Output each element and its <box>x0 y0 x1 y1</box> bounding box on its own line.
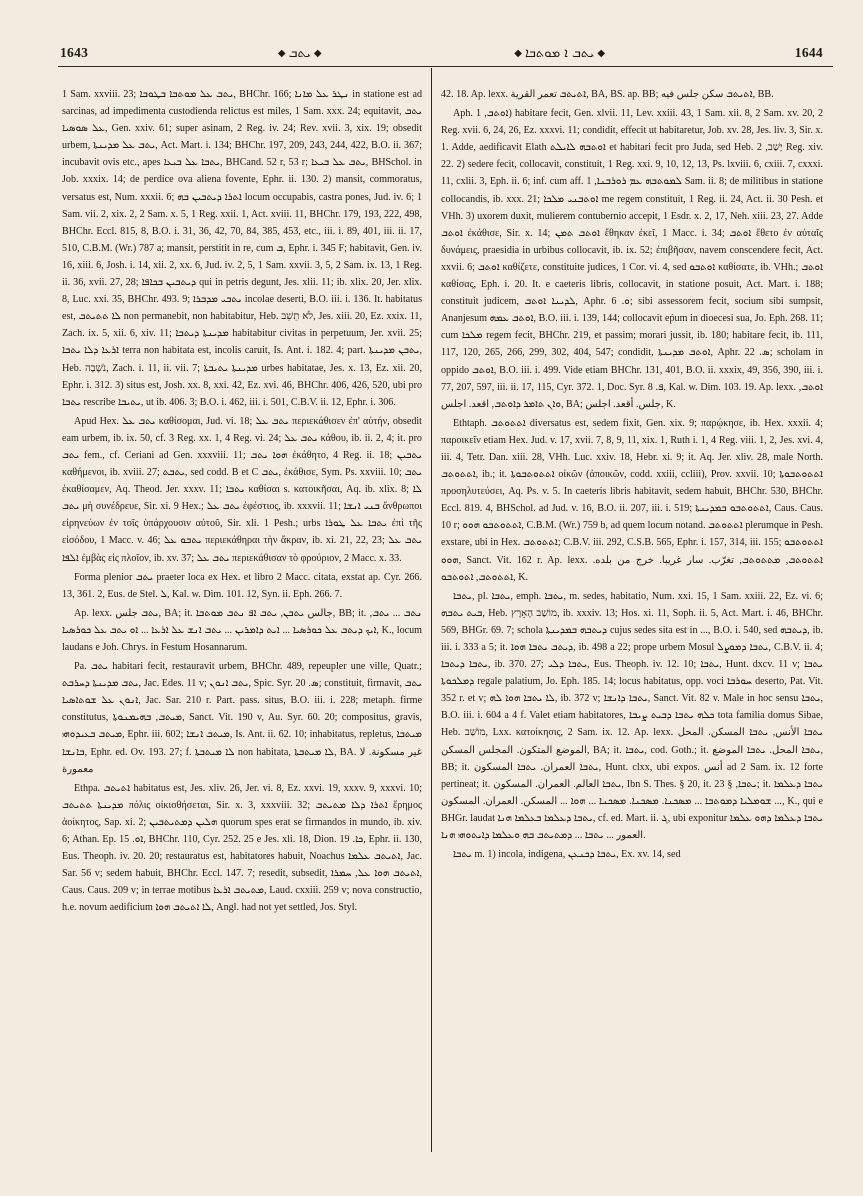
right-column <box>441 86 823 1152</box>
right-paragraph-1: 42. 18. Ap. lexx. ܐܬܝܬܒ تعمر القرية, BA, BS. ap. BB; ܐܬܝܬܒ سكن جلس فيه, BB. <box>441 89 774 100</box>
left-running-head: ◆ ܝܬܒ ◆ <box>277 45 322 61</box>
column-divider <box>431 68 432 1152</box>
left-paragraph-3: Forma plenior ܝܬܒ praeter loca ex Hex. et libro 2 Macc. citata, exstat ap. Cyr. 266. 13, 361. 2, Eus. de Stel. ܠ, Kal. w. Dim. 101. 12, Syn. ii. Eph. 266. 7. <box>62 571 422 600</box>
left-paragraph-2: Apud Hex. ܝܬܒ ܥܠ καθίσομαι, Jud. vi. 18; ܝܬܒ ܥܠ περιεκάθισεν ἐπ' αὐτήν, obsedit eam urbem, ib. ix. 50, cf. 3 Reg. xx. 1, 4 Reg. vi. 24; ܝܬܒ ܥܠ κάθου, ib. ii. 2, 4; it. pro ܝܬܒ fem., cf. Ceriani ad Gen. xxxviii. 11; ܗܘܐ ܝܬܒ ἐκάθητο, 4 Reg. ii. 18; ܝܬܒܝܢ καθήμενοι, ib. xviii. 27; ܝܬܒܬ, sed codd. B et C ܝܬܒ, ἐκάθισε, Sym. Ps. xxviii. 10; ܝܬܒ ἐκαθίσαμεν, Aq. Theod. Jer. xxxv. 11; ܝܬܒܐ καθίσαι s. κατοικῆσαι, Aq. ib. xlix. 8; ܠܐ ܝܬܒ μὴ συνέδρευε, Sir. xi. 9 Hex.; ܝܬܒ ܥܠ ἐφέστιος, ib. xxxvii. 11; ܒܢܝ ܐܢܫܐ ἄνθρωποι εἰρηνεύων ἐν τοῖς ὑπάρχουσιν αὐτοῦ, Sir. xli. 1 Pesh.; urbs ܝܬܒܐ ܥܠ ܛܘܪܐ ἐπὶ τῆς εἰσόδου, 1 Macc. v. 46; ܝܬܒܘ ܥܠ περιεκάθηραι τὴν ἄκραν, ib. xi. 21, 22, 23; ܝܬܒ ܥܠ ܐܠܦܐ ἐμβὰς εἰς πλοῖον, ib. xv. 37; ܝܬܒ ܥܠ περιεκάθισαν τὸ φρούριον, 2 Macc. x. 33. <box>62 415 422 564</box>
right-paragraph-2: Aph. ܐܘܬܒ, 1) habitare fecit, Gen. xlvii. 11, Lev. xxiii. 43, 1 Sam. xii. 8, 2 Sam. xv. 20, 2 Reg. xvii. 6, 24, 26, Ez. xxxvi. 11; condidit, effecit ut habitaretur, Job. xv. 28, Jes. liv. 3, Sir. x. 1. Adde, aedificavit Elath ܐܘܬܒܗ ܠܐܝܠܬ et habitari fecit pro Juda, sed Heb. יָשַׁב, 2 Reg. xiv. 22. 2) sedere fecit, collocavit, constituit, 1 Reg. xxi. 9, 10, 12, 13, Ps. lxviii. 6, cxiii. 7, cxxxi. 11, cxlii. 3, Eph. ii. 6; inf. cum aff. ܠܡܘܬܒܗ ܥܡ ܪܘܪܒܢܐ, 1 Sam. ii. 8; de militibus in statione collocandis, ib. xxx. 21; ܐܘܬܒܢܝ ܡܠܟܐ me regem constituit, 1 Reg. ii. 24, Act. ii. 30 Pesh. et VHh. 3) uxorem duxit, mulierem contubernio accepit, 1 Esdr. x. 2, 17, Neh. xiii. 23, 27. Adde ܐܘܬܒ ἐκάθισε, Sir. x. 14; ܐܘܬܒ ܬܡܢ ἔθηκαν ἐκεῖ, 1 Macc. i. 34; ܐܘܬܒ ἔθετο ἐν αὐταῖς δυνάμεις, praesidia in urbibus collocavit, ib. ix. 52; ἐπιβῆσαν, navem conscendere fecit, Act. xxvii. 6; ܐܘܬܒ καθίζετε, constituite judices, 1 Cor. vi. 4, sed ܐܘܬܒܘ καθίσατε, ib. VHh.; ܐܘܬܒ καθίσας, Eph. i. 20. It. e caeteris libris, collocavit, in statione posuit, Act. Mart. i. 188; constituit judicem, ܠܕܝܢܐ ܐܘܬܒ, Aphr. ܘ. 6; sibi assessorem fecit, socium sibi sumpsit, Ananjesum ܐܘܬܒ ܥܡܗ, B.O. iii. i. 139, 144; collocavit eṕum in dioecesi sua, Jo. Eph. 268. 11; cum ܡܠܟܐ regem fecit, BHChr. 219, et passim; morari jussit, ib. 180; habitare fecit, ib. 111, 117, 120, 265, 266, 299, 302, 404, 547; condidit, ܐܘܬܒ ܡܕܝܢܬܐ, Aphr. ܣ. 22; scholam in oppido ܐܘܬܒ, B.O. iii. i. 499. Vide etiam BHChr. 131, 401, B.O. ii. xxxix, 49, 356, 390, iii. i. 77, 207, 597, iii. ii. 17, 115, Cyr. 372. 1, Doc. Syr. ܦ. 8, Kal. w. Dim. 103. 19. Ap. lexx. ܐܘܬܒ, ܘܐܢ ܬܐܡܪ ܕܐܘܬܒ, اقعد. اجلس, BA; جلس. أقعد. اجلس, K. <box>441 108 823 410</box>
right-paragraph-5: ܝܬܒܐ m. 1) incola, indigena, ܝܬܒܐ ܕܟܢܥܢ, Ex. xv. 14, sed <box>453 849 681 861</box>
left-paragraph-1: 1 Sam. xxviii. 23; ܝܬܒ ܥܠ ܡܘܬܒܐ ܒܛܘܒܐ, BHChr. 166; ܢܛܪ ܥܠ ܡܐܢܐ in statione est ad sarcinas, ad impedimenta custodienda relictus est miles, 1 Sam. xxx. 24; equitavit, ܝܬܒ ܥܠ ܣܘܣܝܐ, Gen. xxiv. 61; super asinam, 2 Reg. iv. 24; Rev. xvii. 3, xix. 19; obsedit urbem, ܝܬܒ ܥܠ ܡܕܝܢܬܐ, Act. Mart. i. 134; BHChr. 197, 209, 243, 244, 422, B.O. ii. 367; incubavit ovis etc., apes ܝܬܒܐ ܥܠ ܒܝܥܐ, BHCand. 52 r, 53 r; ܝܬܒ ܥܠ ܒܝܥܐ, BHSchol. in Job. xxxix. 14; de perdice ova aliena fovente, Ephr. ii. 130. 2) mansit, commoratus, versatus est, Num. xxxii. 6; ܐܬܪܐ ܕܝܬܒܝܢ ܒܗ locum occupabis, castra pones, Jud. iv. 6; 1 Sam. vii. 2, xix. 2, 2 Sam. x. 5, 1 Reg. xxii. 1, Act. xviii. 11, BHChr. 179, 193, 222, 498, BHChr. Eccl. 815, 8, B.O. i. 31, 36, 42, 70, 84, 385, 453, etc., iii. i. 89, 401, iii. ii. 17, 510, C.B.M. (Wr.) 787 a; mansit, perstitit in re, cum ܒ, Ephr. i. 345 F; habitavit, Gen. iv. 16, xiii. 6, Josh. i. 14, xii. 2, xx. 6, Jud. iv. 2, 5, 1 Sam. xxvii. 3, 5, 2 Sam. ix. 13, 1 Reg. ii. 36, xvii. 27, 28; ܕܝܬܒܝܢ ܒܟܐܦܐ qui in petris degunt, Jes. xlii. 11; ib. xlix. 20, Jer. xlix. 8, Luc. xxi. 35, BHChr. 493. 9; ܝܬܒܝ ܡܕܒܪܐ incolae deserti, B.O. iii. i. 136. It. habitatus est, ܠܐ ܬܬܝܬܒ non permanebit, non habitabitur, Heb. לֹא תֵשֵׁב, Jes. xiii. 20, Ez. xxix. 11, Zach. ix. 5, xii. 6, xiv. 11; ܡܕܝܢܬܐ ܕܝܬܒܐ habitabitur civitas in perpetuum, Jer. xvii. 25; ܐܪܥܐ ܕܠܐ ܝܬܒܐ terra non habitata est, incolis caruit, Is. Ant. i. 182. 4; part. ܝܬܒܢ ܡܕܝܢܬܐ, Heb. נֹשָׁבָה, Zach. i. 11, ii. vii. 7; ܡܕܝܢܬܐ ܝܬܝܒܬܐ urbes habitatae, Jes. x. 13, Ez. xii. 20, Ephr. i. 312. 3) situs est, Josh. xx. 8, xxi. 42, Ez. xvi. 46, BHChr. 406, 426, 520, ubi pro ܝܬܒܐ rescribe ܝܬܝܒܐ, ut ib. 406. 3; B.O. i. 462, iii. i. 501, C.B.V. ii. 12, Ephr. i. 306. <box>62 89 422 408</box>
right-paragraph-4: ܝܬܒܐ, pl. ܝܬܒܐ, emph. ܝܬܒܐ, m. sedes, habitatio, Num. xxi. 15, 1 Sam. xxiii. 22, Ez. vi. 6; ܒܝܬ ܝܬܒܗ, Heb. מוֹשַׁב הָאָרֶץ, ib. xxxiv. 13; Hos. xi. 11, Soph. ii. 5, Act. Mart. i. 46, BHChr. 569, BHGr. 69. 7; schola ܕܝܬܒܗ ܒܡܕܝܢܬܐ cujus sedes sita est in ..., B.O. i. 540, sed ܕܝܬܒܗ, ib. iii. i. 333 a 5; it. ܕܝܬܒ ܝܬܒܐ ܗܘܐ, ib. 498 a 22; prope urbem Mosul ܝܬܒܐ ܕܡܘܨܠ, C.B.V. ii. 4; ܝܬܒܐ ܕܝܬܒܐ, ib. 370. 27; ܝܬܒܐ ܕܠܝ, Eus. Theoph. iv. 12. 10; ܝܬܒܐ, Hunt. dxcv. 11 v; ܝܬܒܐ ܕܡܠܟܘܬܐ regale palatium, Jo. Eph. 185. 14; locus habitatus, opp. voci ܚܘܪܒܐ deserto, Pat. Vit. 352 r. et v; ܠܐ ܝܬܒܐ ܗܘܐ ܠܗ, ib. 372 v; ܝܬܒܐ ܕܐܢܫܐ, Sanct. Vit. 82 v. Male in hoc sensu ܝܬܒܐ, B.O. iii. i. 604 a 4 f. Valet etiam habitatores, ܟܠܗ ܝܬܒܐ ܕܒܝܬ ܨܝܒܐ tota familia domus Sibae, Heb. מוֹשַׁב, Lxx. κατοίκησις, 2 Sam. ix. 12. Ap. lexx. ܝܬܒܐ الأنس, ܝܬܒܐ المسكن. المحل الموضع المتكون. المجلس المسكن, BA; it. ܝܬܒܐ, cod. Goth.; it. ܝܬܒܐ المحل. ܝܬܒܐ الموضع, BB; it. ܝܬܒܐ العمران. ܝܬܒܐ المسكون, Hunt. clxx, ubi expos. أنس ad 2 Sam. ix. 12 forte pertineat; it. ܝܬܒܐ العالم. العمران. المسكون, Ibn S. Thes. § 20, it. ܝܬܒܐ, § 23; it. ܝܬܒܐ ܕܥܠܡܐ ... ܫܘܡܠܝܐ ܕܡܘܬܒܐ ... ܡܣܟܢܐ. ܡܣܟܢܐ. ܡܣܟܢܐ ... ܗܘܐ ... المسكن. العمران. المسكون, K., qui e BHGr. laudat ܝܬܒܐ ܕܥܠܡܐ ܒܥܠܡܐ ܗܢܐ, cf. ed. Mart. ii. ܓ, ubi exponitur ܝܬܒܐ ܕܥܠܡܐ ܕܗܘ ܥܠܡܐ العمور ... ܝܬܒܐ ... ܕܡܬܝܬܒ ܒܗ ܘܥܠܡܐ ܕܐܝܬܘܗܝ ܗܢܐ. <box>441 590 823 842</box>
right-paragraph-3: Ethtaph. ܐܬܬܘܬܒ diversatus est, sedem fixit, Gen. xix. 9; παρῴκησε, ib. Hex. xxxii. 4; παροικεῖν etiam Hex. Jud. v. 17, xvii. 7, 8, 9, 11, xix. 1, Ruth i. 1, 4 Reg. viii. 1, 2, Jes. xvi. 4, iii. 4, Tetr. Dan. xiii. 28, VHh. Luc. xxiv. 18, Hebr. xi. 9; it. Aq. Jer. xliv. 28, male North. ܐܬܬܘܬܒ, ib.; it. ܐܬܬܘܬܒܘܬܐ οἰκῶν (ἀποικῶν, codd. xxiii, ccliii), Prov. xxvii. 10; ܐܬܬܘܬܒܘܬܐ προσηλυτεύσει, Aq. Ps. v. 5. In caeteris libris habitavit, sedem habuit, BHChr. 530, BHChr. Eccl. 819. 4, BHSchol. ad Jud. v. 16, B.O. ii. 207, iii. i. 519; ܐܬܬܘܬܒܘ ܒܡܕܝܢܬܐ, Caus. Caus. 10 r; ܐܬܬܘܬܒܘ ܗܘܘ, C.B.M. (Wr.) 759 b, ad quem locum notand. ܐܬܬܘܬܒ plerumque in Pesh. exstare, ubi in Hex. ܐܬܬܘܬܒ; C.B.V. iii. 292, C.S.B. 565, Ephr. i. 157, 314, iii. 155; ܐܬܬܘܬܒܘ ܗܘܘ, Sanct. Vit. 162 r. Ap. lexx. ܐܬܬܘܬܒ, ܡܬܬܘܬܒ, تغرّب. سار غريبا. خرج من بلده. ܐܬܬܘܬܒ, ܐܬܘܬܒܘ, K. <box>441 417 823 583</box>
header-rule <box>58 66 833 67</box>
right-page-number: 1644 <box>794 45 823 60</box>
left-paragraph-6: Ethpa. ܐܬܝܬܒ habitatus est, Jes. xliv. 26, Jer. vi. 8, Ez. xxvi. 19, xxxv. 9, xxxvi. 10; ܡܕܝܢܬܐ ܬܬܝܬܒ πόλις οἰκισθήσεται, Sir. x. 3, xxxviii. 32; ܐܬܪܐ ܕܠܐ ܡܬܝܬܒ ἔρημος ἀοίκητος, Sap. xi. 2; ܗܠܝܢ ܕܡܬܝܬܒܝܢ quorum spes erat se firmandos in mundo, ib. xiv. 6; Athan. Ep. ܐܘ. 15, BHChr. 110, Cyr. 252. 25 e Jes. xli. 18, Dion. ܟܐ. 19, Ephr. ii. 130, Eus. Theoph. iv. 20. 20; restauratus est, habitatores habuit, Noachus ܐܬܝܬܒ ܥܠܡܐ, Jac. Sar. 56 v; sedem habuit, BHChr. Eccl. 147. 7; resedit, subsedit, ܐܬܝܬܒ ܗܘܐ ܥܠ, ܚܡܪܐ, Caus. Caus. 209 v; in terrae motibus ܡܬܝܬܒ ܐܪܥܐ, Laud. cxxiii. 259 v; nova constructio, h.e. novum aedificium ܠܐ ܐܬܝܬܒ ܗܘܐ, Angl. had not yet settled, Jos. Styl. <box>62 782 422 914</box>
left-paragraph-5: Pa. ܝܬܒ habitari fecit, restauravit urbem, BHChr. 489, repeupler une ville, Quatr.; ܝܬܒ ܡܕܝܢܬܐ ܕܚܪܒܬ, Jac. Edes. 11 v; ܝܬܒ ܐܢܘܢ, Spic. Syr. ܣ. 20; constituit, firmavit, ܝܬܒ ܐܢܘܢ ܥܠ ܫܘܬܐܣܝܐ, Jac. Sar. 210 r. Part. pass. situs, B.O. iii. i. 228; metaph. firme constitutus, ܡܝܬܒ, ܒܗܝܡܢܘܬܐ, Sanct. Vit. 190 v, Au. Syr. 60. 20; compositus, gravis, ܡܝܬܒ ܒܥܝܕܘܗܝ, Ephr. iii. 602; ܡܝܬܒ ܐܢܫܐ, Is. Ant. ii. 62. 10; inhabitatus, repletus, ܡܝܬܒܐ ܒܐܢܫܐ, Ephr. ed. Ov. 193. 27; f. ܠܐ ܡܝܬܒܬܐ non habitata, ܠܐ ܡܝܬܒܬܐ, BA. غير مسكونة. لا معمورة <box>62 661 422 775</box>
left-page-number: 1643 <box>60 45 89 60</box>
left-column <box>62 86 422 1152</box>
page-header <box>60 40 823 66</box>
right-running-head: ◆ ܝܬܒ ܐ ܡܘܬܒܐ ◆ <box>514 45 606 61</box>
left-paragraph-4: Ap. lexx. ܝܬܒ جلس, BA; it. جالس ܝܬܒܢ, ܝܬܒ ܐܦ ܢܬܒ ܡܘܬܒܐ, BB; it. ܢܬܒ ... ܝܬܒ, ܐܝܟ ܕܝܬܒ ܥܠ ܟܘܪܣܝܐ ... ܐܝܬ ܕܐܡܪܝܢ ... ܝܬܒ ܐܢܫ ܥܠ ܐܪܥܐ ... ܐܘ ܝܬܒ ܥܠ ܟܘܪܣܝܐ, K., locum laudans e Joh. Chrys. in Festum Hosannarum. <box>62 607 422 653</box>
